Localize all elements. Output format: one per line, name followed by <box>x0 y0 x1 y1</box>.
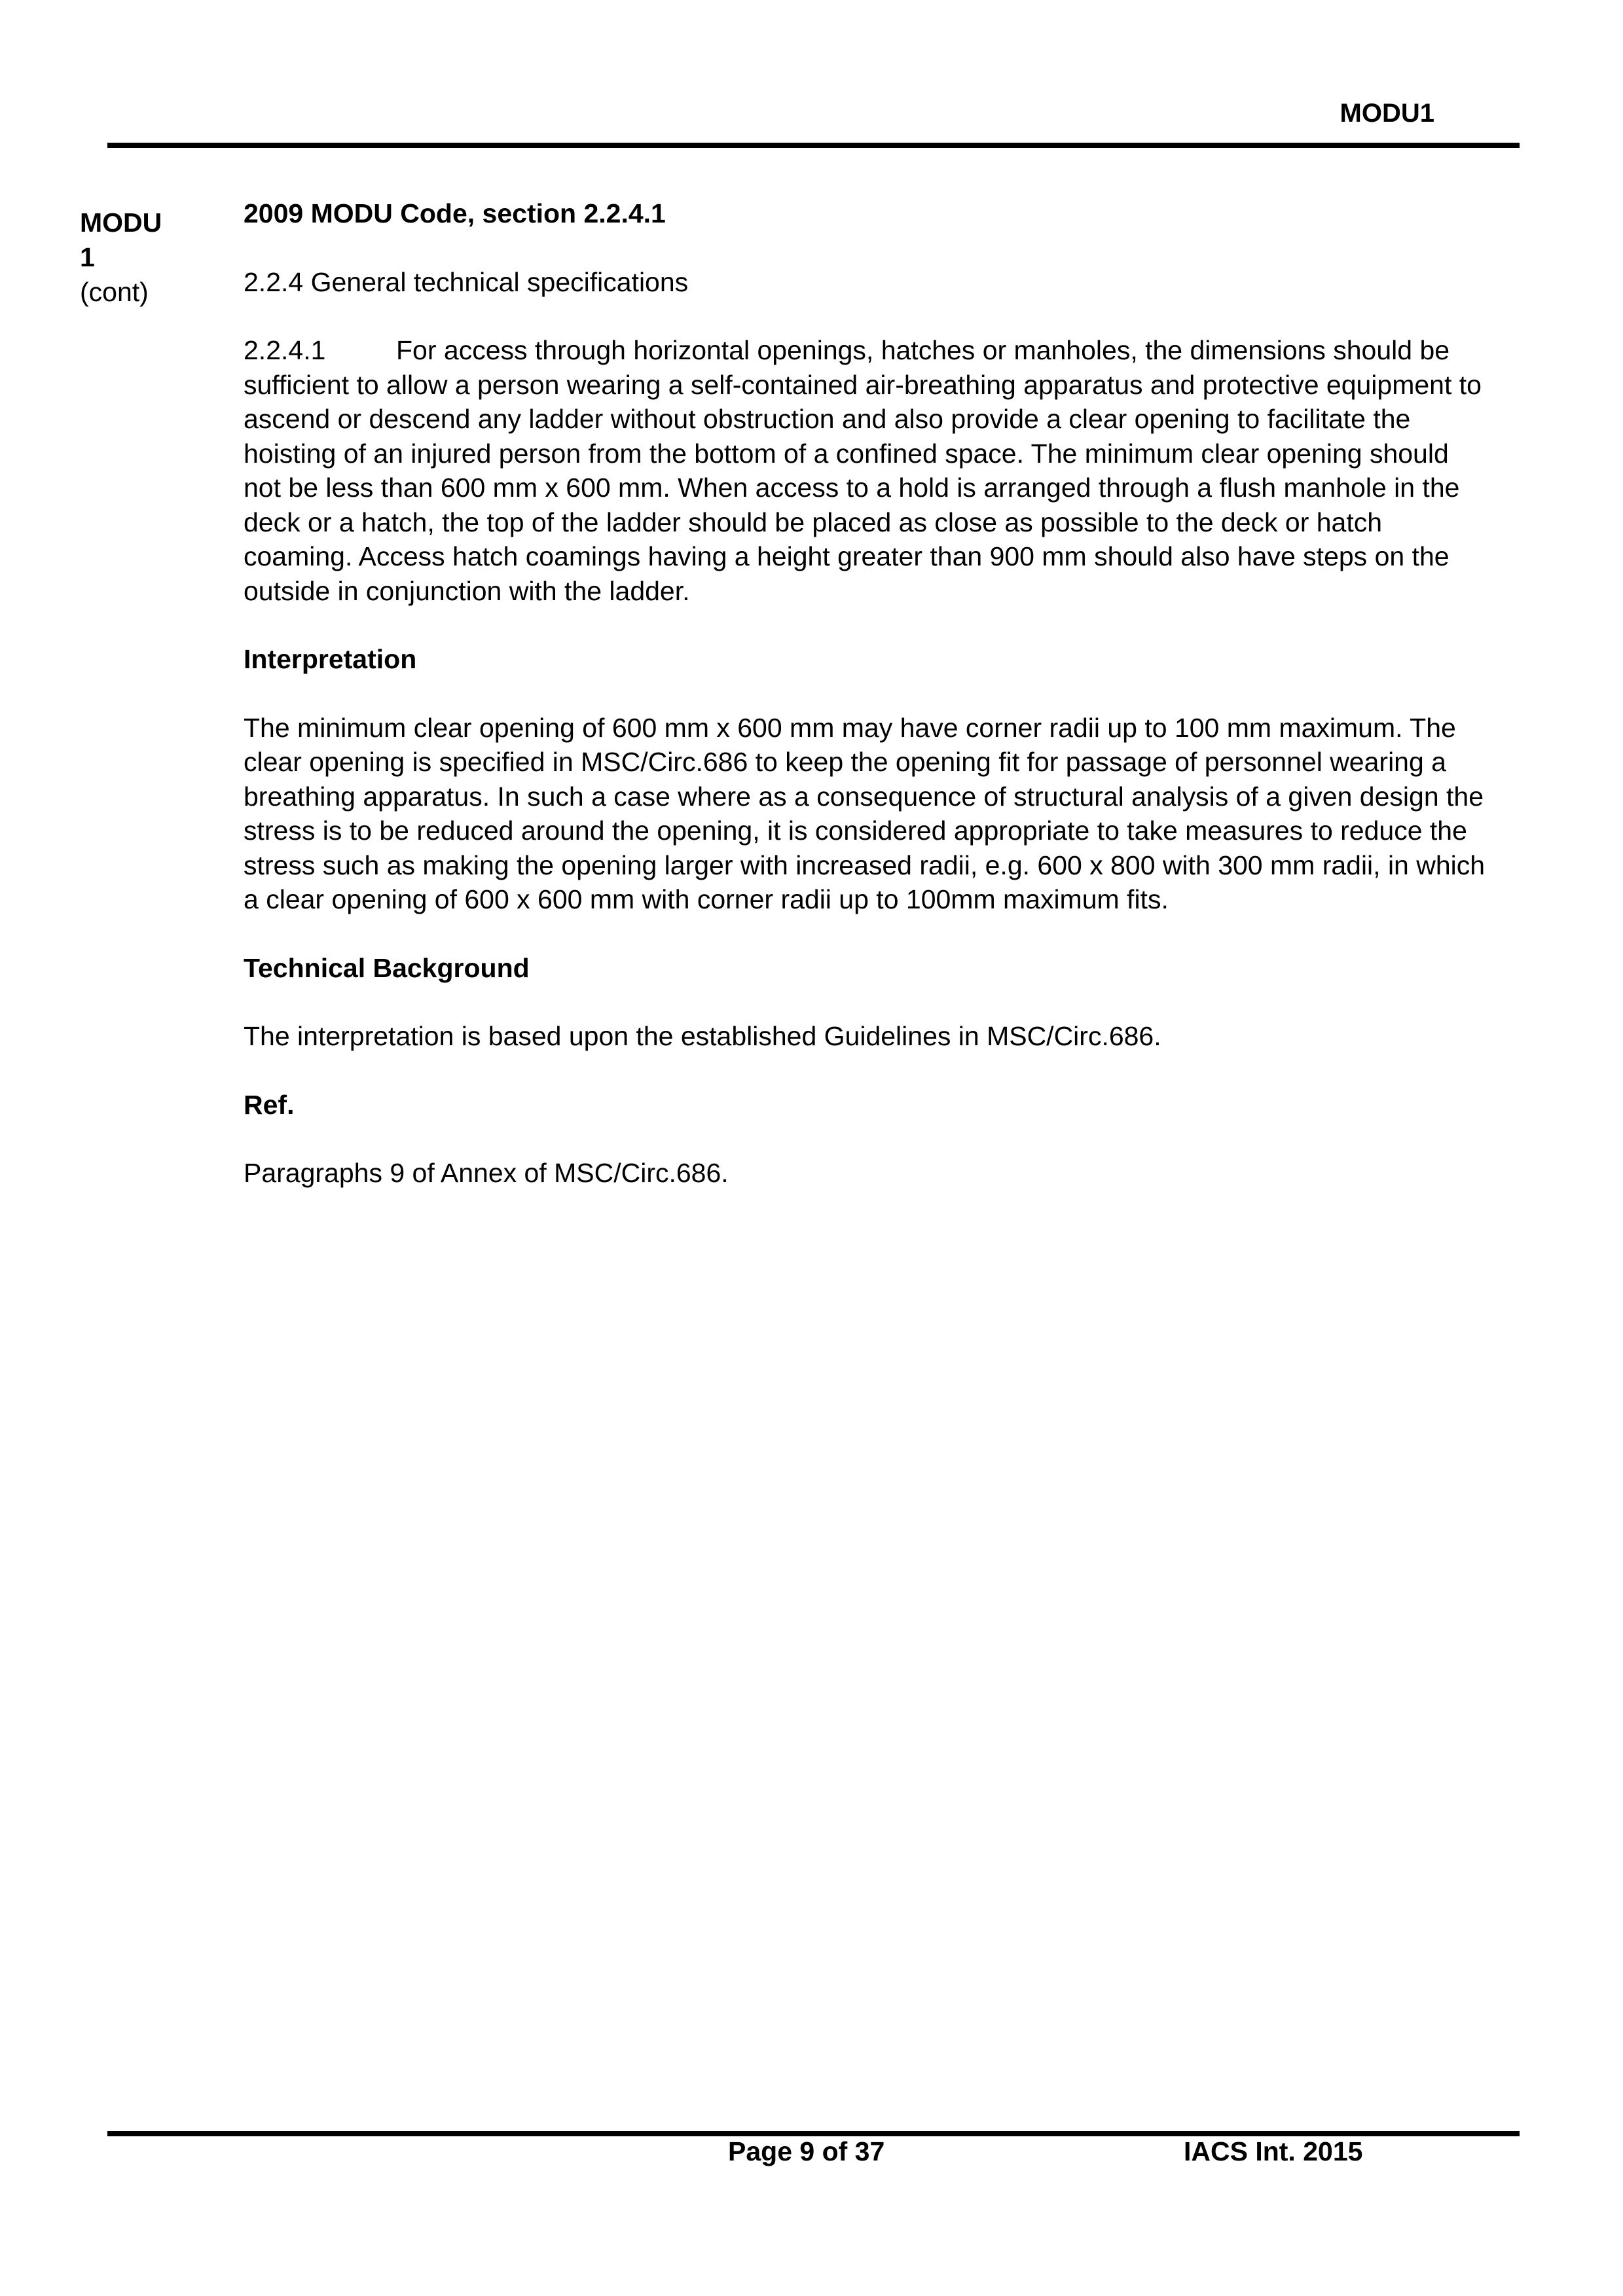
paragraph-number: 2.2.4.1 <box>244 335 326 365</box>
page-number: Page 9 of 37 <box>728 2136 885 2166</box>
technical-background-text: The interpretation is based upon the established Guidelines in MSC/Circ.686. <box>244 1021 1161 1051</box>
requirement-paragraph <box>244 333 1487 608</box>
section-title: 2009 MODU Code, section 2.2.4.1 <box>244 198 666 228</box>
interpretation-text: The minimum clear opening of 600 mm x 600 mm may have corner radii up to 100 mm maximum. The clear opening is specified in MSC/Circ.686 to keep the opening fit for passage of personnel wearing a breathing apparatus. In such a case where as a consequence of structural analysis of a given design the stress is to be reduced around the opening, it is considered appropriate to take measures to reduce the stress such as making the opening larger with increased radii, e.g. 600 x 800 with 300 mm radii, in which a clear opening of 600 x 600 mm with corner radii up to 100mm maximum fits. <box>244 712 1486 914</box>
header-code: MODU1 <box>1340 99 1434 128</box>
paragraph-text: For access through horizontal openings, hatches or manholes, the dimensions should be sufficient to allow a person wearing a self-contained air-breathing apparatus and protective equipment to ascend or descend any ladder without obstruction and also provide a clear opening to facilitate the hoisting of an injured person from the bottom of a confined space. The minimum clear opening should not be less than 600 mm x 600 mm. When access to a hold is arranged through a flush manhole in the deck or a hatch, the top of the ladder should be placed as close as possible to the deck or hatch coaming. Access hatch coamings having a height greater than 900 mm should also have steps on the outside in conjunction with the ladder. <box>244 335 1482 606</box>
section-subtitle: 2.2.4 General technical specifications <box>244 266 689 297</box>
main-content <box>244 196 1487 1225</box>
side-label-line1: MODU <box>80 207 162 238</box>
technical-background-heading: Technical Background <box>244 952 530 983</box>
ref-heading: Ref. <box>244 1089 295 1120</box>
ref-text: Paragraphs 9 of Annex of MSC/Circ.686. <box>244 1158 729 1188</box>
side-label <box>80 206 162 310</box>
footer-org: IACS Int. 2015 <box>1184 2136 1363 2166</box>
side-label-cont: (cont) <box>80 277 149 307</box>
side-label-line2: 1 <box>80 242 95 272</box>
interpretation-heading: Interpretation <box>244 644 417 674</box>
header-rule <box>107 143 1520 148</box>
